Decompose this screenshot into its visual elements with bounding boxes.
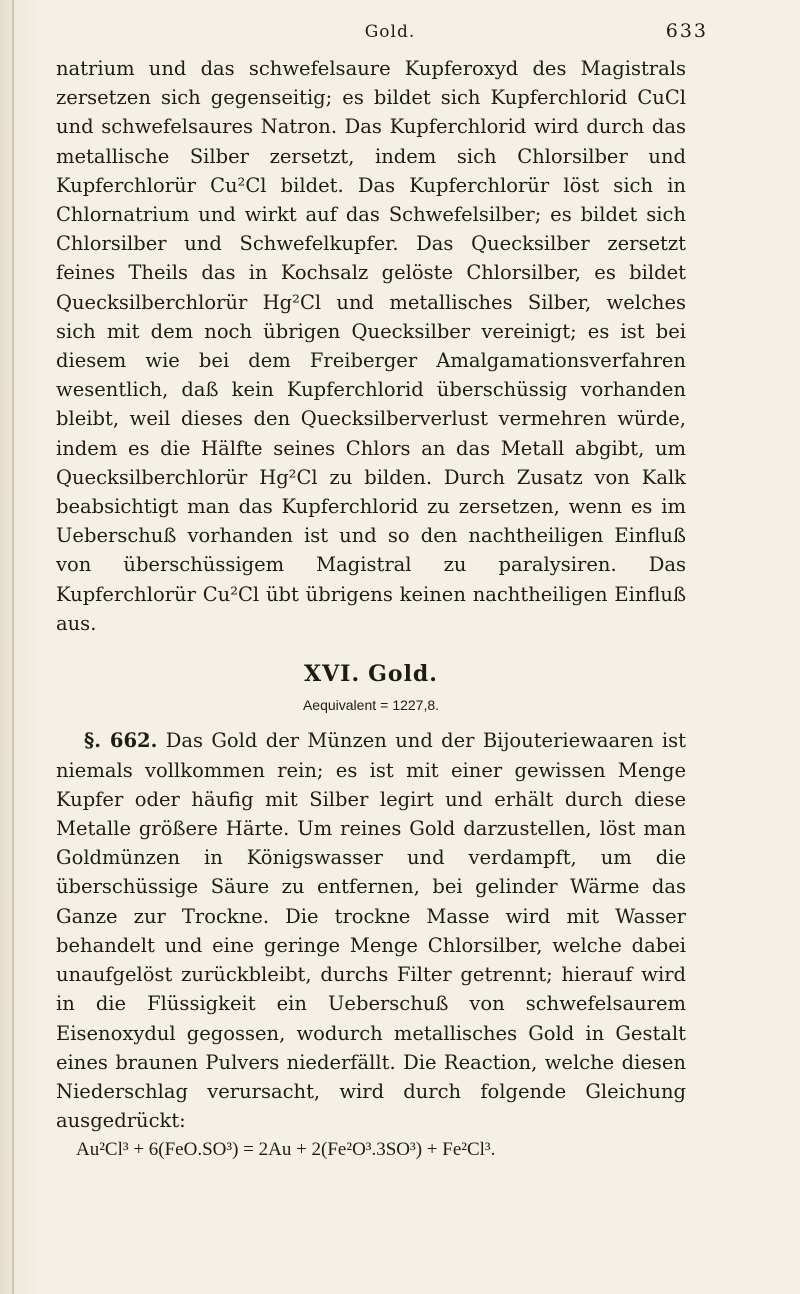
paragraph-continuation: natrium und das schwefelsaure Kupferoxyd des Magistrals zersetzen sich gegenseitig; es bildet sich Kupferchlorid CuCl und schwefelsaures Natron. Das Kupferchlorid wird durch das metallische Silber zersetzt, indem sich Chlorsilber und Kupferchlorür Cu²Cl bildet. Das Kupferchlorür löst sich in Chlornatrium und wirkt auf das Schwefelsilber; es bildet sich Chlorsilber und Schwefelkupfer. Das Quecksilber zersetzt feines Theils das in Kochsalz gelöste Chlorsilber, es bildet Quecksilberchlorür Hg²Cl und metallisches Silber, welches sich mit dem noch übrigen Quecksilber vereinigt; es ist bei diesem wie bei dem Freiberger Amalgamationsverfahren wesentlich, daß kein Kupferchlorid überschüssig vorhanden bleibt, weil dieses den Quecksilberverlust vermehren würde, indem es die Hälfte seines Chlors an das Metall abgibt, um Quecksilberchlorür Hg²Cl zu bilden. Durch Zusatz von Kalk beabsichtigt man das Kupferchlorid zu zersetzen, wenn es im Ueberschuß vorhanden ist und so den nachtheiligen Einfluß von überschüssigem Magistral zu paralysiren. Das Kupferchlorür Cu²Cl übt übrigens keinen nachtheiligen Einfluß aus. — [56, 57, 686, 635]
section-number: XVI. — [304, 661, 361, 688]
chemical-equation: Au²Cl³ + 6(FeO.SO³) = 2Au + 2(Fe²O³.3SO³) + Fe²Cl³. — [76, 1139, 496, 1161]
binding-gutter — [12, 0, 14, 1294]
running-header — [0, 16, 800, 50]
section-paragraph-text: Das Gold der Münzen und der Bijouteriewaaren ist niemals vollkommen rein; es ist mit einer gewissen Menge Kupfer oder häufig mit Silber legirt und erhält durch diese Metalle größere Härte. Um reines Gold darzustellen, löst man Goldmünzen in Königswasser und verdampft, um die überschüssige Säure zu entfernen, bei gelinder Wärme das Ganze zur Trockne. Die trockne Masse wird mit Wasser behandelt und eine geringe Menge Chlorsilber, welche dabei unaufgelöst zurückbleibt, durchs Filter getrennt; hierauf wird in die Flüssigkeit ein Ueberschuß von schwefelsaurem Eisenoxydul gegossen, wodurch metallisches Gold in Gestalt eines braunen Pulvers niederfällt. Die Reaction, welche diesen Niederschlag verursacht, wird durch folgende Gleichung ausgedrückt: — [56, 729, 686, 1133]
section-paragraph — [56, 726, 686, 1135]
body-text — [56, 54, 686, 1165]
section-ref: §. 662. — [84, 729, 158, 753]
equivalent-value: 1227,8. — [392, 697, 440, 714]
page-number: 633 — [665, 20, 708, 42]
equivalent-sign: = — [380, 697, 389, 714]
section-title: Gold. — [368, 661, 438, 688]
equivalent-line — [56, 691, 686, 720]
running-title: Gold. — [364, 22, 416, 42]
section-heading — [56, 660, 686, 689]
equivalent-label: Aequivalent — [302, 697, 377, 714]
